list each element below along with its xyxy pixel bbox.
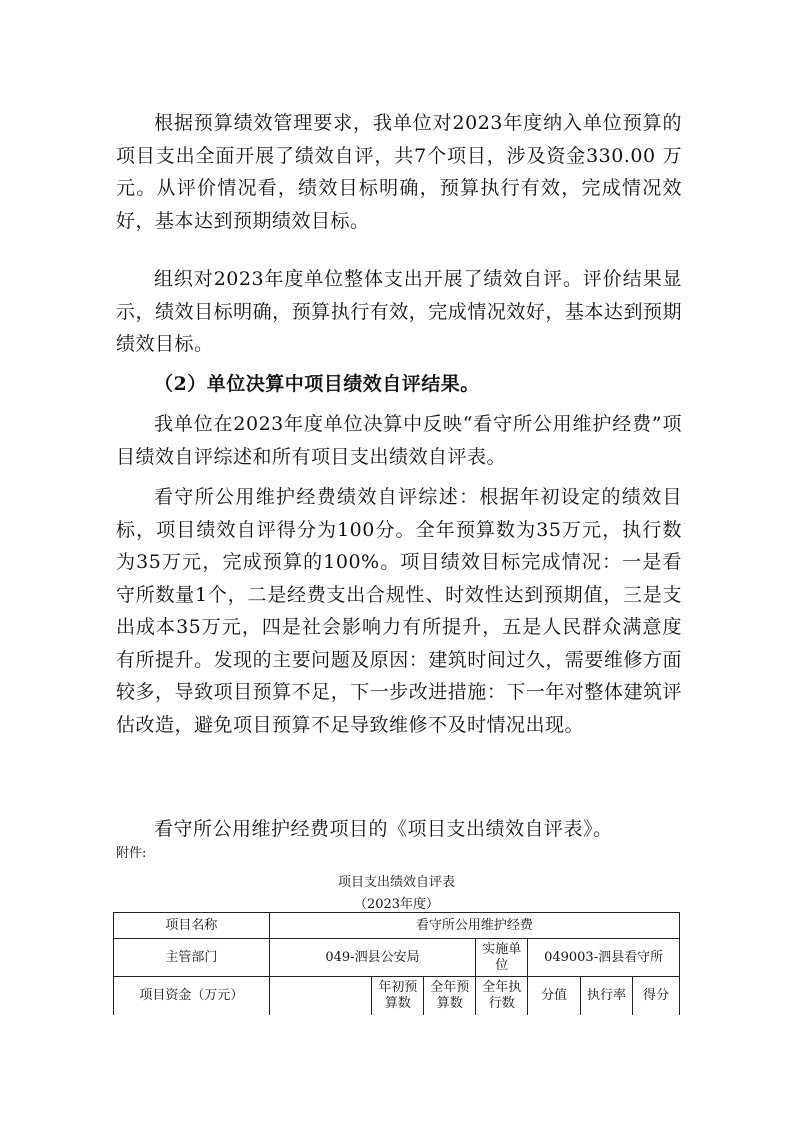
col-score-value: 分值 — [528, 977, 581, 1015]
dept-value: 049-泗县公安局 — [269, 939, 476, 977]
col-execution-rate: 执行率 — [581, 977, 633, 1015]
col-annual-execution: 全年执行数 — [476, 977, 528, 1015]
col-score: 得分 — [632, 977, 679, 1015]
col-initial-budget: 年初预算数 — [372, 977, 424, 1015]
paragraph-self-evaluation-overview: 根据预算绩效管理要求，我单位对2023年度纳入单位预算的项目支出全面开展了绩效自评，共7个项目，涉及资金330.00 万元。从评价情况看，绩效目标明确，预算执行有效，完成情况效好，基本达到预期绩效目标。 — [116, 112, 682, 232]
paragraph-final-accounts: 我单位在2023年度单位决算中反映“看守所公用维护经费”项目绩效自评综述和所有项目支出绩效自评表。 — [116, 413, 682, 468]
col-annual-budget: 全年预算数 — [424, 977, 476, 1015]
table-year: （2023年度） — [353, 897, 440, 912]
table-row — [114, 939, 680, 977]
paragraph-project-summary: 看守所公用维护经费绩效自评综述：根据年初设定的绩效目标，项目绩效自评得分为100分。全年预算数为35万元，执行数为35万元，完成预算的100%。项目绩效目标完成情况：一是看守所数量1个，二是经费支出合规性、时效性达到预期值，三是支出成本35万元，四是社会影响力有所提升，五是人民群众满意度有所提升。发现的主要问题及原因：建筑时间过久，需要维修方面较多，导致项目预算不足，下一步改进措施：下一年对整体建筑评估改造，避免项目预算不足导致维修不及时情况出现。 — [116, 486, 682, 736]
table-row — [114, 913, 680, 939]
self-evaluation-table — [113, 912, 680, 1015]
attachment-label: 附件: — [116, 846, 147, 861]
section-heading: （2）单位决算中项目绩效自评结果。 — [154, 373, 480, 395]
table-title: 项目支出绩效自评表 — [337, 875, 455, 890]
impl-label: 实施单位 — [476, 939, 528, 977]
paragraph-table-reference: 看守所公用维护经费项目的《项目支出绩效自评表》。 — [154, 818, 613, 840]
project-name-value: 看守所公用维护经费 — [269, 913, 679, 939]
paragraph-overall-expenditure: 组织对2023年度单位整体支出开展了绩效自评。评价结果显示，绩效目标明确，预算执行有效，完成情况效好，基本达到预期绩效目标。 — [116, 268, 682, 355]
table-row — [114, 977, 680, 1015]
funds-label: 项目资金（万元） — [114, 977, 270, 1015]
project-name-label: 项目名称 — [114, 913, 270, 939]
impl-value: 049003-泗县看守所 — [528, 939, 680, 977]
funds-empty-cell — [269, 977, 372, 1015]
dept-label: 主管部门 — [114, 939, 270, 977]
